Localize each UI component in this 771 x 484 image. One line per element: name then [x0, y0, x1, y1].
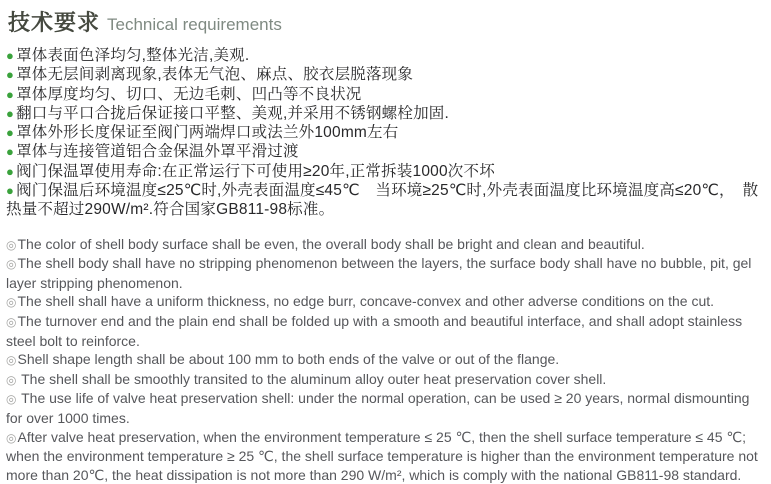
en-requirement-item: [6, 235, 763, 255]
en-requirement-text: Shell shape length shall be about 100 mm to both ends of the valve or out of the flange.: [17, 351, 560, 368]
green-bullet-icon: ●: [6, 105, 15, 121]
en-requirement-item: [6, 350, 763, 370]
zh-requirement-text: 阀门保温后环境温度≤25℃时,外壳表面温度≤45℃ 当环境≥25℃时,外壳表面温度比环境温度高≤20℃， 散热量不超过290W/m².符合国家GB811-98标准。: [6, 182, 759, 219]
green-bullet-icon: ●: [6, 125, 15, 141]
chinese-requirements-list: [6, 46, 763, 220]
green-bullet-icon: ●: [6, 144, 15, 160]
en-requirement-item: [6, 370, 763, 390]
zh-requirement-item: [6, 162, 763, 181]
zh-requirement-text: 罩体无层间剥离现象,表体无气泡、麻点、胶衣层脱落现象: [16, 66, 414, 84]
green-bullet-icon: ●: [6, 48, 15, 63]
en-requirement-text: The shell shall have a uniform thickness, no edge burr, concave-convex and other adverse conditions on the cut.: [17, 293, 715, 310]
green-bullet-icon: ●: [6, 163, 15, 179]
en-requirement-item: [6, 254, 763, 292]
zh-requirement-item: [6, 123, 763, 142]
en-requirement-item: [6, 312, 763, 350]
en-requirement-text: The turnover end and the plain end shall be folded up with a smooth and beautiful interface, and shall adopt stainless steel bolt to reinforce.: [6, 313, 743, 349]
circle-bullet-icon: ◎: [6, 257, 17, 272]
en-requirement-text: After valve heat preservation, when the environment temperature ≤ 25 ℃, then the shell surface temperature ≤ 45 ℃; when the environment temperature ≥ 25 ℃, the shell surface temperature is higher than the environment temperature not more than 20℃, the heat dissipation is not more than 290 W/m², which is comply with the national GB811-98 standard.: [6, 428, 758, 483]
english-requirements-list: [6, 235, 763, 484]
circle-bullet-icon: ◎: [6, 315, 17, 330]
zh-requirement-text: 阀门保温罩使用寿命:在正常运行下可使用≥20年,正常拆装1000次不坏: [16, 162, 495, 180]
page-title: [8, 6, 763, 37]
zh-requirement-text: 罩体厚度均匀、切口、无边毛刺、凹凸等不良状况: [16, 85, 362, 103]
green-bullet-icon: ●: [6, 67, 15, 83]
green-bullet-icon: ●: [6, 183, 15, 199]
en-requirement-text: The shell body shall have no stripping phenomenon between the layers, the surface body shall have no bubble, pit, gel layer stripping phenomenon.: [6, 255, 752, 291]
green-bullet-icon: ●: [6, 86, 15, 102]
circle-bullet-icon: ◎: [6, 353, 17, 368]
zh-requirement-item: [6, 85, 763, 104]
page-title-chinese: 技术要求: [8, 10, 101, 35]
zh-requirement-item: [6, 142, 763, 161]
zh-requirement-text: 翻口与平口合拢后保证接口平整、美观,并采用不锈钢螺栓加固.: [16, 104, 449, 122]
en-requirement-text: The shell shall be smoothly transited to the aluminum alloy outer heat preservation cover shell.: [17, 370, 607, 387]
circle-bullet-icon: ◎: [6, 295, 17, 310]
zh-requirement-text: 罩体外形长度保证至阀门两端焊口或法兰外100mm左右: [16, 124, 399, 142]
en-requirement-item: [6, 428, 763, 484]
en-requirement-text: The color of shell body surface shall be even, the overall body shall be bright and clean and beautiful.: [17, 235, 645, 252]
zh-requirement-item: [6, 65, 763, 84]
circle-bullet-icon: ◎: [6, 237, 17, 252]
en-requirement-item: [6, 292, 763, 312]
en-requirement-text: The use life of valve heat preservation shell: under the normal operation, can be used ≥ 20 years, normal dismounting for over 1000 times.: [6, 390, 750, 427]
zh-requirement-text: 罩体与连接管道铝合金保温外罩平滑过渡: [16, 143, 299, 161]
zh-requirement-item: [6, 46, 763, 65]
zh-requirement-text: 罩体表面色泽均匀,整体光洁,美观.: [16, 47, 250, 64]
en-requirement-item: [6, 389, 763, 427]
circle-bullet-icon: ◎: [6, 372, 17, 387]
zh-requirement-item: [6, 181, 763, 220]
circle-bullet-icon: ◎: [6, 392, 17, 407]
page-title-english: Technical requirements: [107, 15, 282, 34]
zh-requirement-item: [6, 104, 763, 123]
circle-bullet-icon: ◎: [6, 430, 17, 445]
